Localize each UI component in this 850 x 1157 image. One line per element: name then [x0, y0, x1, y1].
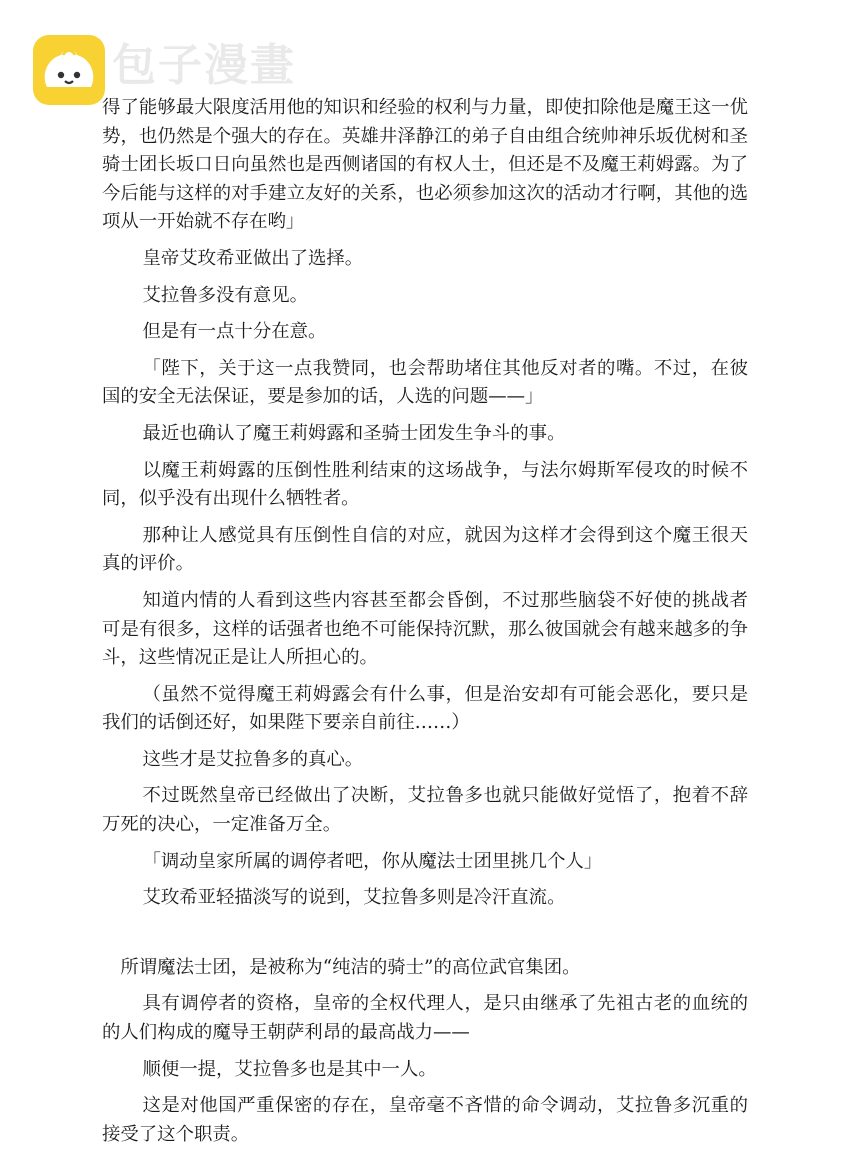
paragraph: 那种让人感觉具有压倒性自信的对应，就因为这样才会得到这个魔王很天真的评价。 — [102, 524, 748, 575]
paragraph: 知道内情的人看到这些内容甚至都会昏倒，不过那些脑袋不好使的挑战者可是有很多，这样的话强者也绝不可能保持沉默，那么彼国就会有越来越多的争斗，这些情况正是让人所担心的。 — [102, 589, 748, 669]
bun-face-icon — [33, 35, 105, 105]
paragraph: （虽然不觉得魔王莉姆露会有什么事，但是治安却有可能会恶化，要只是我们的话倒还好，如果陛下要亲自前往……） — [102, 683, 748, 734]
paragraph: 这是对他国严重保密的存在，皇帝毫不吝惜的命令调动，艾拉鲁多沉重的接受了这个职责。 — [102, 1095, 748, 1145]
paragraph: 最近也确认了魔王莉姆露和圣骑士团发生争斗的事。 — [142, 422, 566, 444]
paragraph: 不过既然皇帝已经做出了决断，艾拉鲁多也就只能做好觉悟了，抱着不辞万死的决心，一定准备万全。 — [102, 785, 748, 836]
paragraph: 艾拉鲁多没有意见。 — [142, 284, 308, 306]
paragraph: 艾玫希亚轻描淡写的说到，艾拉鲁多则是冷汗直流。 — [142, 887, 566, 909]
paragraph: 但是有一点十分在意。 — [142, 321, 327, 343]
paragraph: 具有调停者的资格，皇帝的全权代理人，是只由继承了先祖古老的血统的的人们构成的魔导王朝萨利昂的最高战力—— — [102, 993, 748, 1044]
paragraph: 这些才是艾拉鲁多的真心。 — [142, 748, 364, 770]
paragraph: 顺便一提，艾拉鲁多也是其中一人。 — [142, 1058, 437, 1080]
brand-watermark: 包子漫畫 — [112, 40, 296, 91]
paragraph: 得了能够最大限度活用他的知识和经验的权利与力量，即使扣除他是魔王这一优势，也仍然是个强大的存在。英雄井泽静江的弟子自由组合统帅神乐坂优树和圣骑士团长坂口日向虽然也是西侧诸国的有权人士，但还是不及魔王莉姆露。为了今后能与这样的对手建立友好的关系，也必须参加这次的活动才行啊，其他的选项从一开始就不存在哟」 — [102, 97, 748, 233]
paragraph: 皇帝艾玫希亚做出了选择。 — [142, 247, 364, 269]
paragraph: 「调动皇家所属的调停者吧，你从魔法士团里挑几个人」 — [142, 850, 603, 872]
document-body — [102, 94, 748, 1157]
paragraph: 以魔王莉姆露的压倒性胜利结束的这场战争，与法尔姆斯军侵攻的时候不同，似乎没有出现什么牺牲者。 — [102, 459, 748, 510]
paragraph: 「陛下，关于这一点我赞同，也会帮助堵住其他反对者的嘴。不过，在彼国的安全无法保证，要是参加的话，人选的问题——」 — [102, 357, 748, 408]
section-gap — [102, 921, 748, 954]
paragraph: 所谓魔法士团，是被称为“纯洁的骑士”的高位武官集团。 — [120, 956, 581, 978]
